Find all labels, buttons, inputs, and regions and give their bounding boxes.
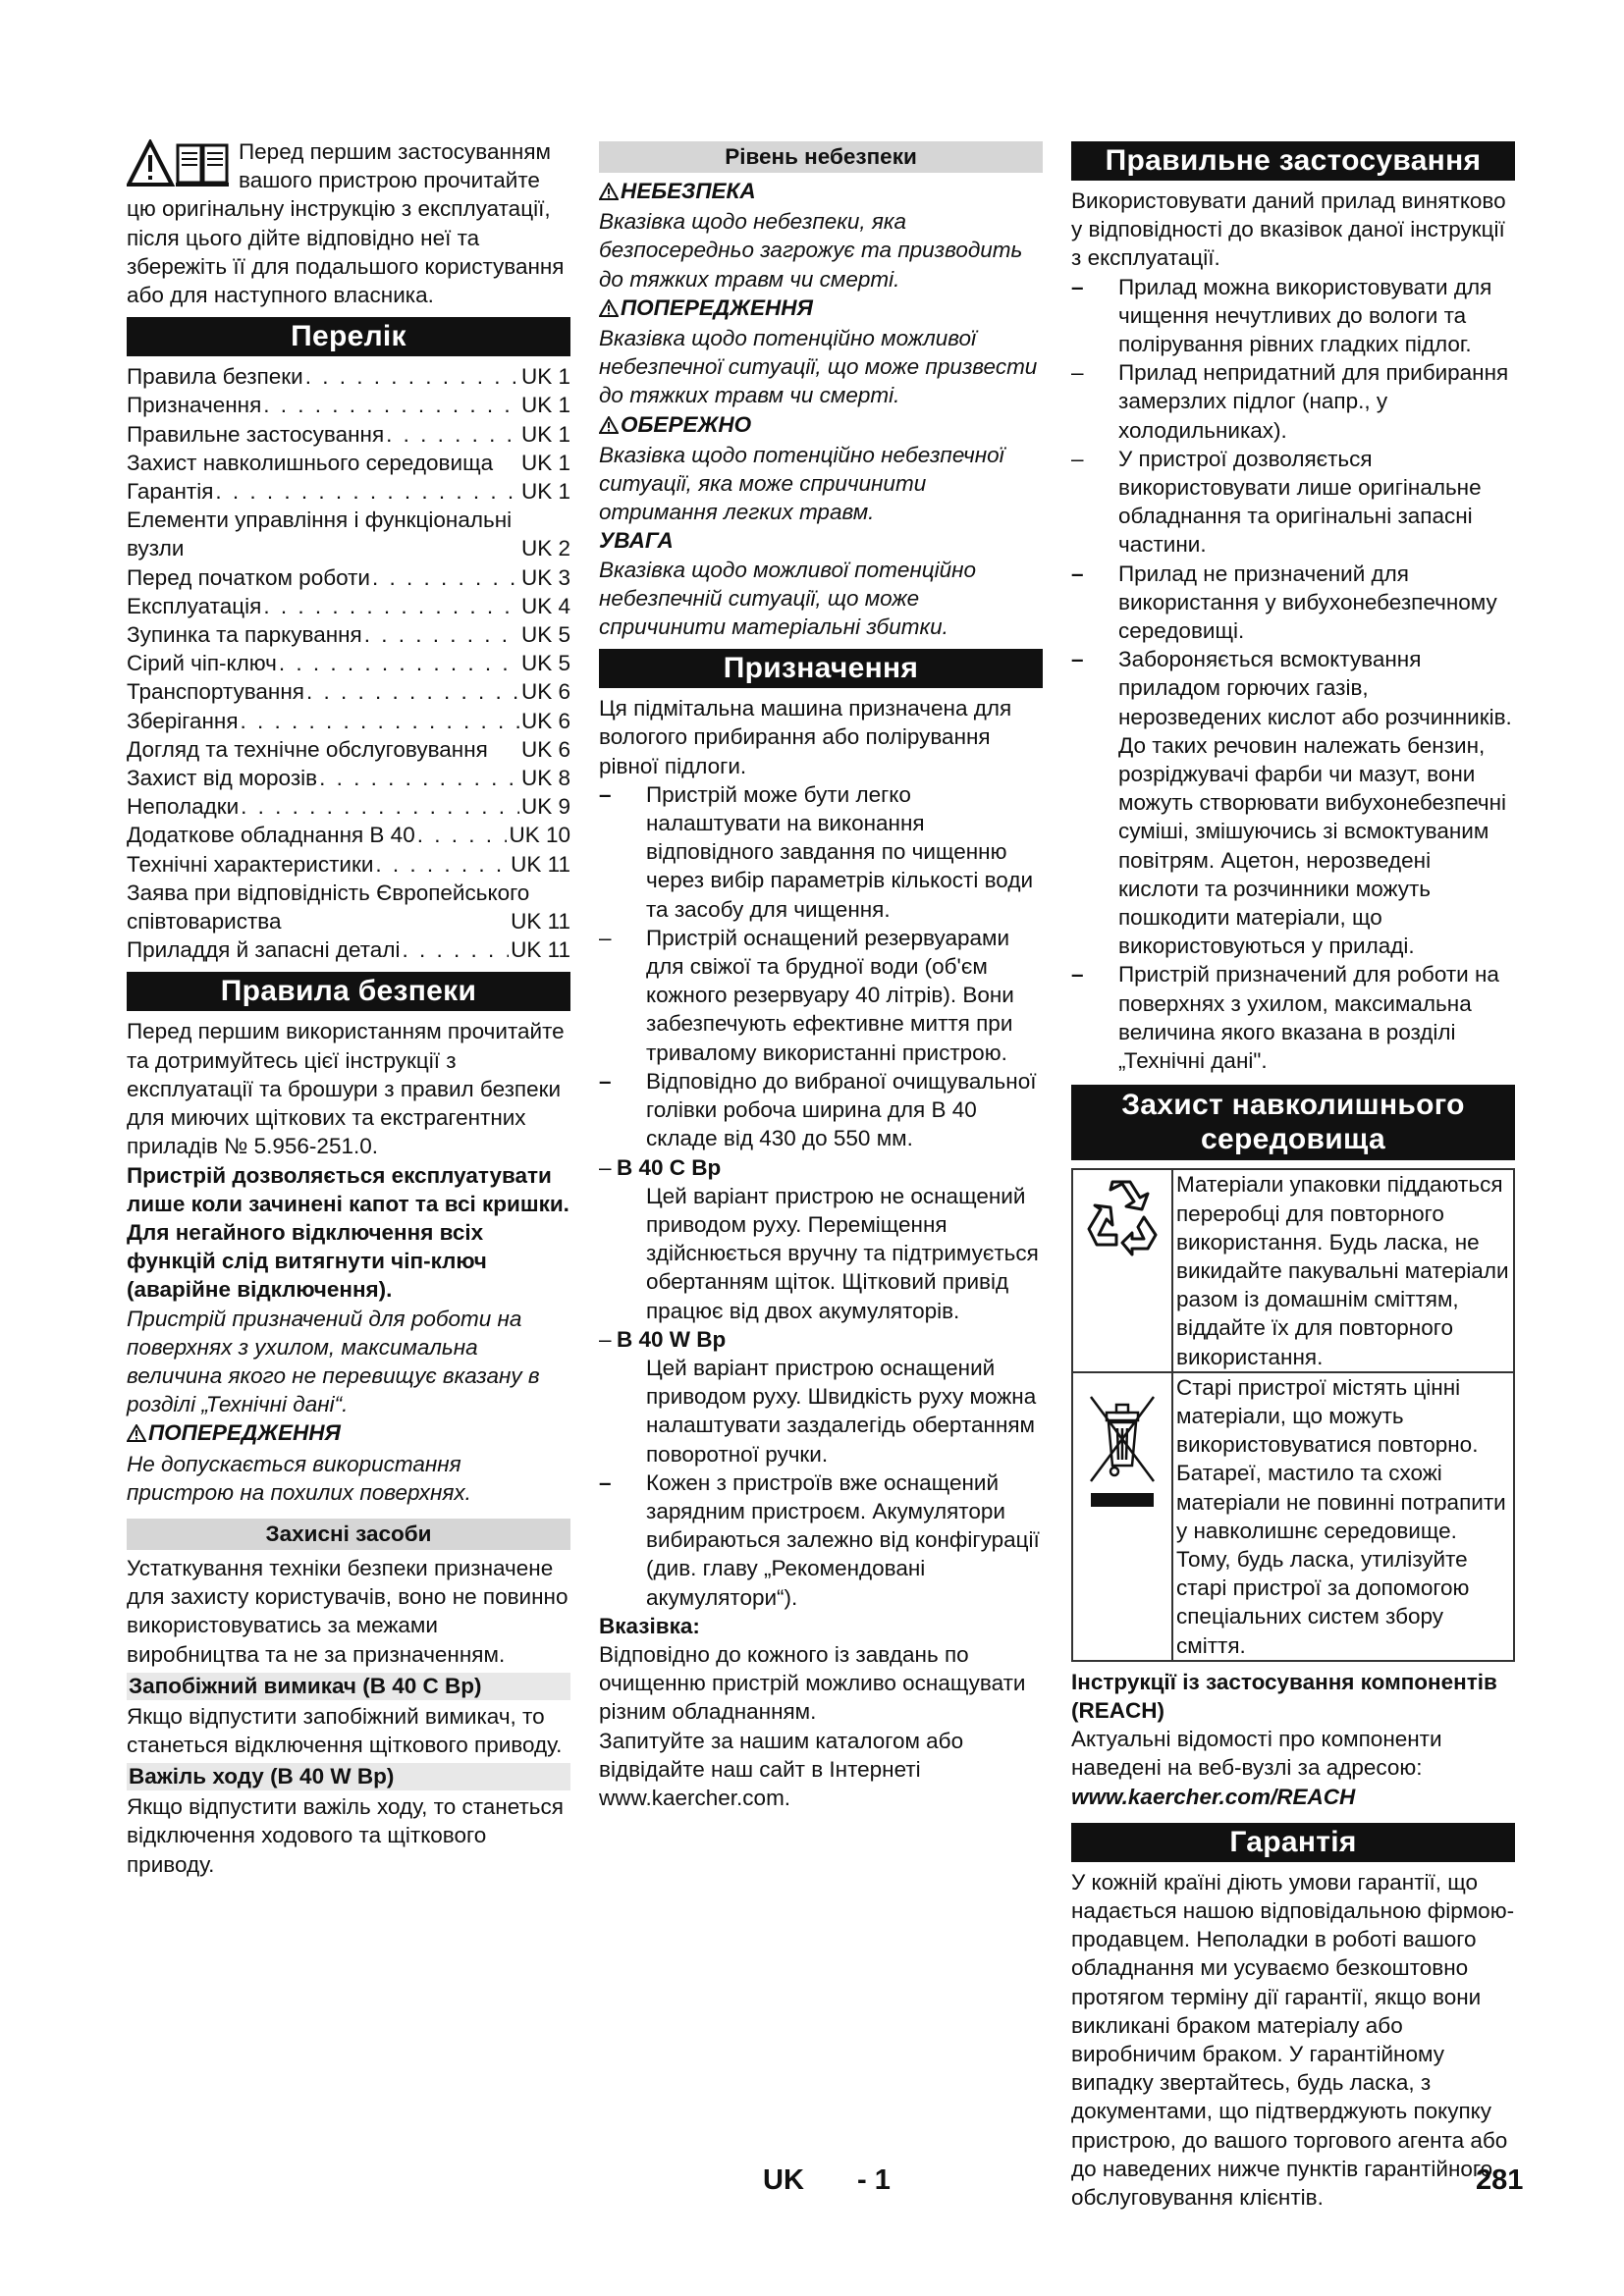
list-item: – У пристрої дозволяється використовувати лише оригінальне обладнання та оригінальні запасні частини.	[1071, 446, 1482, 558]
list-item: – Пристрій призначений для роботи на поверхнях з ухилом, максимальна величина якого вказана в розділі „Технічні дані".	[1071, 962, 1499, 1074]
warning-triangle-icon	[599, 295, 619, 324]
toc-item: Додаткове обладнання B 40 . . . UK 10	[127, 821, 570, 849]
danger-level-head: НЕБЕЗПЕКА	[599, 177, 1043, 207]
lever-title: Важіль ходу (B 40 W Bp)	[127, 1763, 570, 1790]
toc-item: Захист від морозів . . . UK 8	[127, 764, 570, 792]
toc-item: Гарантія . . . UK 1	[127, 477, 570, 506]
env-table	[1071, 1168, 1515, 1661]
footer-page-number: 281	[1476, 2164, 1524, 2196]
protect-title: Захисні засоби	[127, 1519, 570, 1550]
footer-lang: UK	[763, 2164, 804, 2196]
use-list	[1071, 273, 1515, 1076]
warning-manual-icon	[127, 139, 233, 192]
list-item: – B 40 W Bp Цей варіант пристрою оснащений приводом руху. Швидкість руху можна налаштувати заздалегідь обертанням поворотної ручки.	[599, 1326, 1037, 1467]
list-item: – Відповідно до вибраної очищувальної голівки робоча ширина для B 40 складе від 430 до 550 мм.	[599, 1068, 1037, 1151]
toc-item: Правильне застосування . . . UK 1	[127, 420, 570, 449]
toc-page: UK 6	[520, 736, 570, 762]
list-item: – Пристрій може бути легко налаштувати на виконання відповідного завдання по чищенню через вибір параметрів кількості води та засобу для чищення.	[599, 781, 1034, 922]
env-title: Захист навколишнього середовища	[1071, 1085, 1515, 1160]
toc-page: UK 11	[511, 909, 570, 934]
lever-text: Якщо відпустити важіль ходу, то станеться відключення ходового та щіткового приводу.	[127, 1794, 564, 1877]
switch-text: Якщо відпустити запобіжний вимикач, то станеться відключення щіткового приводу.	[127, 1703, 563, 1757]
toc-page: UK 11	[511, 937, 570, 963]
catalog-text: Запитуйте за нашим каталогом або відвідайте наш сайт в Інтернеті www.kaercher.com.	[599, 1728, 964, 1810]
warning-triangle-icon	[599, 412, 619, 441]
safety-warning-label: ПОПЕРЕДЖЕННЯ	[148, 1420, 341, 1446]
footer-page-local: - 1	[857, 2164, 891, 2196]
toc-page: UK 8	[520, 766, 570, 791]
purpose-intro: Ця підмітальна машина призначена для вологого прибирання або полірування рівної підлоги.	[599, 696, 1012, 778]
toc-page: UK 5	[520, 622, 570, 648]
safety-title: Правила безпеки	[127, 972, 570, 1011]
safety-warning-text: Не допускається використання пристрою на похилих поверхнях.	[127, 1451, 471, 1505]
column-left	[127, 137, 570, 1879]
list-item: – Кожен з пристроїв вже оснащений зарядним пристроєм. Акумулятори вибираються залежно від конфігурації (див. главу „Рекомендовані акумулятори“).	[599, 1469, 1040, 1610]
toc-item: Експлуатація . . . UK 4	[127, 592, 570, 620]
warning-triangle-icon	[127, 1420, 146, 1449]
use-intro: Використовувати даний прилад винятково у відповідності до вказівок даної інструкції з експлуатації.	[1071, 188, 1506, 271]
toc-page: UK 2	[520, 536, 570, 561]
danger-level-head: ПОПЕРЕДЖЕННЯ	[599, 294, 1043, 324]
switch-title: Запобіжний вимикач (B 40 C Bp)	[127, 1673, 570, 1700]
column-middle	[599, 137, 1043, 1812]
toc-item: Приладдя й запасні деталі . . . UK 11	[127, 935, 570, 964]
danger-level-head: ОБЕРЕЖНО	[599, 410, 1043, 441]
intro-text: Перед першим застосуванням вашого пристрою прочитайте цю оригінальну інструкцію з експлуатації, після цього дійте відповідно неї та збережіть її для подальшого користування або для наступного власника.	[127, 139, 565, 308]
protect-text: Устаткування техніки безпеки призначене для захисту користувачів, воно не повинно використовуватись за межами виробництва та не за призначенням.	[127, 1555, 568, 1667]
toc-item: Зберігання . . . UK 6	[127, 707, 570, 735]
safety-warning-head	[127, 1418, 570, 1449]
danger-level-text: Вказівка щодо можливої потенційно небезпечній ситуації, що може спричинити матеріальні збитки.	[599, 557, 977, 640]
warranty-title: Гарантія	[1071, 1823, 1515, 1862]
danger-level-text: Вказівка щодо небезпеки, яка безпосередньо загрожує та призводить до тяжких травм чи смерті.	[599, 209, 1023, 292]
safety-p1: Перед першим використанням прочитайте та дотримуйтесь цієї інструкції з експлуатації та брошури з правил безпеки для миючих щіткових та екстрагентних приладів № 5.956-251.0.	[127, 1019, 565, 1159]
safety-p3: Для негайного відключення всіх функцій слід витягнути чіп-ключ (аварійне відключення).	[127, 1219, 487, 1303]
env-row-weee	[1073, 1371, 1513, 1660]
toc-item: Сірий чіп-ключ . . . UK 5	[127, 649, 570, 677]
list-item: – B 40 C Bp Цей варіант пристрою не оснащений приводом руху. Переміщення здійснюється вручну та підтримується обертанням щіток. Щітковий привід працює від двох акумуляторів.	[599, 1154, 1039, 1323]
note-text: Відповідно до кожного із завдань по очищенню пристрій можливо оснащувати різним обладнанням.	[599, 1641, 1026, 1725]
toc-item: Захист навколишнього середовища UK 1	[127, 449, 570, 477]
purpose-list	[599, 780, 1043, 1612]
toc-page: UK 1	[520, 450, 570, 475]
note-head: Вказівка:	[599, 1613, 700, 1638]
list-item: – Пристрій оснащений резервуарами для свіжої та брудної води (об'єм кожного резервуару 40 літрів). Вони забезпечують ефективне миття при тривалому використанні пристрою.	[599, 925, 1014, 1065]
column-right	[1071, 137, 1515, 2212]
toc-item: Зупинка та паркування . . . UK 5	[127, 620, 570, 649]
toc-item: Технічні характеристики . . . UK 11	[127, 850, 570, 879]
toc-item: Заява при відповідність Європейського співтовариства UK 11	[127, 879, 570, 935]
warranty-text: У кожній країні діють умови гарантії, що надається нашою відповідальною фірмою-продавцем. Неполадки в роботі вашого обладнання ми усуваємо безкоштовно протягом терміну дії гарантії, якщо вони викликані браком матеріалу або виробничим браком. У гарантійному випадку звертайтесь, будь ласка, з документами, що підтверджують покупку пристрою, до вашого торгового агента або до наведених нижче пунктів гарантійного обслуговування клієнтів.	[1071, 1869, 1515, 2210]
danger-title: Рівень небезпеки	[599, 141, 1043, 173]
list-item: – Прилад непридатний для прибирання замерзлих підлог (напр., у холодильниках).	[1071, 360, 1509, 443]
danger-level-text: Вказівка щодо потенційно можливої небезпечної ситуації, що може призвести до тяжких травм чи смерті.	[599, 326, 1038, 408]
safety-p4: Пристрій призначений для роботи на поверхнях з ухилом, максимальна величина якого не перевищує вказану в розділі „Технічні дані“.	[127, 1306, 540, 1417]
list-item: – Прилад можна використовувати для чищення нечутливих до вологи та полірування рівних гладких підлог.	[1071, 274, 1492, 357]
toc-item: Неполадки . . . UK 9	[127, 792, 570, 821]
reach-text: Актуальні відомості про компоненти наведені на веб-вузлі за адресою:	[1071, 1727, 1442, 1781]
reach-url: www.kaercher.com/REACH	[1071, 1784, 1356, 1809]
toc-item: Догляд та технічне обслуговування UK 6	[127, 735, 570, 764]
list-item: – Забороняється всмоктування приладом горючих газів, нерозведених кислот або розчинників. До таких речовин належать бензин, розріджувачі фарби чи мазут, вони можуть створювати вибухонебезпечні суміші, змішуючись зі всмоктуваним повітрям. Ацетон, нерозведені кислоти та розчинники можуть пошкодити матеріали, що використовуються у приладі.	[1071, 647, 1512, 959]
toc-item: Призначення . . . UK 1	[127, 391, 570, 419]
toc-page: UK 4	[520, 593, 570, 618]
toc-page: UK 11	[511, 851, 570, 877]
toc-page: UK 1	[520, 421, 570, 447]
toc-page: UK 9	[520, 794, 570, 820]
toc-page: UK 5	[520, 651, 570, 676]
danger-level-head: УВАГА	[599, 528, 674, 554]
env-text-weee: Старі пристрої містять цінні матеріали, що можуть використовуватися повторно. Батареї, мастило та схожі матеріали не повинні потрапити у навколишнє середовище. Тому, будь ласка, утилізуйте старі пристрої за допомогою спеціальних систем збору сміття.	[1176, 1374, 1506, 1658]
danger-level-text: Вказівка щодо потенційно небезпечної ситуації, яка може спричинити отримання легких травм.	[599, 442, 1004, 525]
toc-list	[127, 362, 570, 964]
toc-page: UK 1	[520, 364, 570, 390]
toc-title: Перелік	[127, 317, 570, 356]
toc-page: UK 1	[520, 393, 570, 418]
toc-item: Перед початком роботи . . . UK 3	[127, 563, 570, 592]
toc-item: Елементи управління і функціональні вузли UK 2	[127, 506, 570, 562]
toc-item: Правила безпеки . . . UK 1	[127, 362, 570, 391]
toc-page: UK 1	[520, 479, 570, 505]
crossed-bin-icon	[1073, 1373, 1173, 1660]
env-text-recycle: Матеріали упаковки піддаються переробці для повторного використання. Будь ласка, не викидайте пакувальні матеріали разом із домашнім сміттям, віддайте їх для повторного використання.	[1176, 1172, 1509, 1369]
toc-page: UK 3	[520, 564, 570, 590]
env-row-recycle	[1073, 1170, 1513, 1370]
toc-page: UK 6	[520, 708, 570, 733]
list-item: – Прилад не призначений для використання у вибухонебезпечному середовищі.	[1071, 561, 1497, 644]
warning-triangle-icon	[599, 179, 619, 207]
reach-head: Інструкції із застосування компонентів (REACH)	[1071, 1669, 1497, 1723]
danger-list	[599, 177, 1043, 641]
safety-p2: Пристрій дозволяється експлуатувати лише коли зачинені капот та всі кришки.	[127, 1162, 569, 1216]
use-title: Правильне застосування	[1071, 141, 1515, 181]
recycle-icon	[1073, 1170, 1173, 1370]
toc-page: UK 6	[520, 679, 570, 705]
toc-item: Транспортування . . . UK 6	[127, 677, 570, 706]
toc-page: UK 10	[509, 823, 570, 848]
intro-block	[127, 137, 570, 309]
purpose-title: Призначення	[599, 649, 1043, 688]
